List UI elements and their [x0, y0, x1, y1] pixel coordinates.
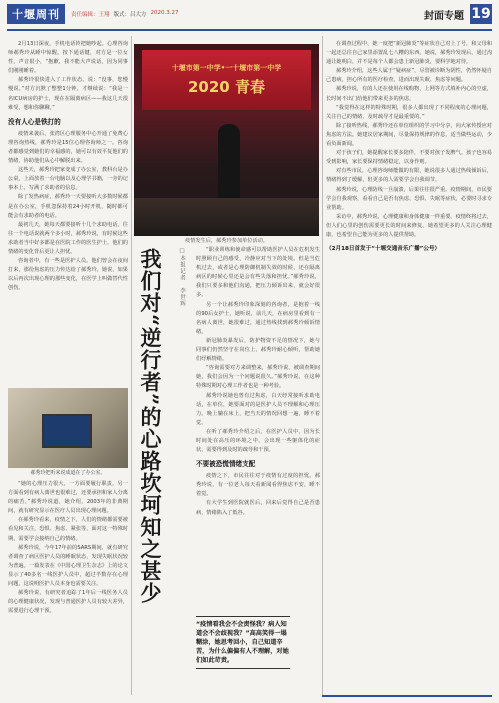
- paragraph: 郝秀玲说，有的人还在使用在线购物、上网等方式填补内心的空虚，长时间不出门给他们带来更多的焦虑。: [326, 86, 492, 102]
- paragraph: 这些天，郝秀玲把家变成了办公室，教科台是办公桌，上面放着一台电脑以及心理学书籍，一旁的记事本上，写满了求助者的信息。: [8, 167, 128, 192]
- headline-block: [139, 248, 179, 604]
- header-rule: [7, 29, 492, 31]
- paragraph: 疫情来袭后，张湾区心理服务中心开通了免费心理咨询热线，郝秀玲是15位心理咨询师之一。咨询者都感觉到她们的幸福感的，她可以有效平复他们的情绪，协助他们从心中解脱出来。: [8, 130, 128, 165]
- designer-credit: 版式：吕大方: [113, 12, 147, 18]
- banner-line-2: 2020 青春: [188, 78, 265, 96]
- footer-rule: [322, 695, 492, 697]
- paragraph: 在调查过程中，她一度把“新冠肺炎”等症状自己对上了号，和父母和一起还总往自己家里添置乱七八糟的东西。她说，郝秀玲发现后，通过沟通让她明白，并不是每个人都会患上新冠肺炎，要科学地对待。: [326, 41, 492, 66]
- banner-line-1: 十堰市第一中学•一十堰市第一中学: [171, 64, 282, 72]
- section-title: 封面专题: [424, 10, 464, 22]
- editor-credit: 责任编辑：王翔: [71, 12, 110, 18]
- page-header: [0, 0, 499, 28]
- paragraph: 郝秀玲介绍，这些人属于“疑病症”，尽管被诊断为阴性，仍然怀疑自己患病，担心所有的医疗检查，进而出现失眠、焦虑等问题。: [326, 68, 492, 84]
- header-left: [7, 5, 179, 23]
- paragraph: 对有些市民，心理咨询师能做的有限，她说很多人通过热线倾诉后，情绪得到了缓解，但更多的人需要学会自我调节。: [326, 168, 492, 184]
- office-photo-caption: 郝秀玲把听来说成道在了办公室。: [30, 470, 106, 476]
- paragraph: 新冠肺炎暴发后，防护物资不足的情况下，她与同事们仍然坚守在岗位上，郝秀玲耐心倾听，帮助她们纾解情绪。: [196, 337, 320, 363]
- column-divider: [131, 36, 132, 695]
- headline: 我们对“逆行者”的心路坎坷知之甚少: [138, 248, 163, 605]
- header-meta: [71, 10, 179, 18]
- byline: □本报记者 李世辉: [179, 248, 185, 307]
- paragraph: 最初几天，她每天都要接听十几个求助电话，往往一个电话说就两个多小时，郝秀玲说，有时候这些求助者当中好多都是在医院工作的医生护士，他们的情绪的变化背后更让人担忧。: [8, 221, 128, 255]
- subheading: 不要被恐慌情绪支配: [196, 460, 256, 469]
- paragraph: “咨询需要对方来调整来，郝秀玲说，被调查期间她，我们会因为一个问题说很久。”郝秀玲说，在这种特殊时期对心理工作者也是一种考验。: [196, 365, 320, 390]
- paragraph: “我觉得在这样的特殊时期，很多人都出现了不同程度的心理问题，关注自己的情绪，及时疏导才是最重要的。”: [326, 104, 492, 120]
- header-right: [424, 4, 492, 24]
- paragraph: 郝秀玲很快进入了工作状态。说：“没事，您慢慢说。”对方沉默了整整1分钟，才继续说：“我是一名ICU病房的护士，现在在隔离病区——我这几天很难受，想和你聊聊。”: [8, 77, 128, 111]
- article-column-3: [326, 40, 492, 680]
- paragraph: 除了发热病症，郝秀玲一天要接听大多数时候都是在办公室，手机忽保持着24小时开机，随时都可能会有求助者的电话。: [8, 194, 128, 219]
- source-note: （2月18日首发于“十堰交通音乐广播”公号）: [326, 246, 441, 253]
- article-column-2: [196, 246, 320, 614]
- paragraph: 采访中，郝秀玲说，心理健康和身体健康一样重要。疫情终将过去，但人们心里的创伤需要更长的时间来修复。她希望更多的人关注心理健康，也希望自己能为更多的人提供帮助。: [326, 213, 492, 238]
- office-photo: [8, 388, 128, 468]
- article-column-1b: [8, 480, 128, 695]
- paragraph: 疫情之下，市民往往对于疫情有过度的担忧。郝秀玲说，有一位老人每天看新闻看得焦虑不安，睡不着觉。: [196, 473, 320, 498]
- paragraph: 2月13日深夜，手机电话铃把她吵起。心理咨询师郝秀玲从睡中惊醒。按下通话键，对方是一位女性，声音很小，“抱歉，我不能大声说话，因为同事们刚刚睡着。: [8, 41, 128, 75]
- paragraph: 郝秀玲说，心理防线一旦崩溃，后果往往很严重。疫情期间，市民要学会自我观察，看看自己是否有焦虑、恐惧、失眠等症状，必要时寻求专业帮助。: [326, 186, 492, 211]
- pull-quote: “疫情看我会不会责怪我？病人知道会不会歧视我？”高高笑得一塌糊涂，她思考回小，自己知道辛苦，为什么偏偏有人不理解，对她们如此苛责。: [196, 616, 290, 669]
- paragraph: 在听了郝秀玲介绍之后，在医护人员中，因为长时间处在高压的环境之中，会出现一些躯体化的症状，需要得到及时的疏导和干预。: [196, 428, 320, 454]
- paragraph: 郝秀玲说，有研究者追踪了1年后一线医务人员的心理健康状况，发现与普通医护人员有较大差异，需要进行心理干预。: [8, 590, 128, 615]
- paragraph: 郝秀玲说，今年17年前的SARS期间，就有研究者调查了病区医护人员的睡眠状态，发现失眠状况较为普遍。一篇发表在《中国心理卫生杂志》上的论文显示了40多名一线医护人员中，超过半数存在心理问题，这说明医护人员本身也需要关注。: [8, 544, 128, 588]
- paragraph: 郝秀玲说她也曾有过焦虑，白天经常接听求助电话，在单位，她要面对的是医护人员不理解和心理压力。晚上躺在床上，把当天的情况回想一遍，睡不着觉。: [196, 392, 320, 426]
- paragraph: 有大学生到医院就医后，回来后觉得自己是否患病，情绪陷入了低谷。: [196, 500, 320, 516]
- issue-date: 2020.3.27: [150, 10, 179, 16]
- monitor-shape: [42, 414, 92, 448]
- newspaper-logo: 十堰周刊: [7, 4, 65, 24]
- paragraph: 另一个让郝秀玲印象深刻的咨询者，是抱着一线的90后女护士，她听说，前几天，在病房里看到有一名病人离世，她很难过，通过热线找到郝秀玲倾诉情绪。: [196, 301, 320, 335]
- article-column-1: [8, 40, 128, 384]
- paragraph: “她的心理压力很大，一方面要履行职责，另一方面看到有病人离世也很难过，还要承担和家人分离的痛苦。”郝秀玲说道，她介绍，2003年的非典期间，就有研究显示在医疗人员出现心理问题。: [8, 481, 128, 515]
- paragraph: 在郝秀玲看来，疫情之下，人们的情绪都需要被看见和关注，恐惧、焦虑、紧张等，面对这一特殊时期，需要学会接纳自己的情绪。: [8, 517, 128, 542]
- subheading: 没有人心是铁打的: [8, 117, 61, 126]
- stage-banner: [142, 50, 311, 110]
- event-photo: [134, 44, 319, 236]
- paragraph: 咨询者中，有一些是医护人员。他们曾会在夜间打来，那份焦虑的压力传达给了郝秀玲，她说，如果以后再次出现心理的那些变化，在医学上叫做替代性创伤。: [8, 258, 128, 292]
- event-photo-caption: 疫情发生后，郝秀玲参加单位活动。: [184, 238, 268, 244]
- paragraph: 对于孩子们，她提醒家长要多陪伴，不要对孩子发脾气。孩子也容易受到影响，家长要保持情绪稳定，以身作则。: [326, 150, 492, 166]
- page-number: 19: [471, 6, 491, 22]
- paragraph: “职业训练和使命感可以帮助医护人员在危机发生时照顾自己的感受，冷静应对当下的处境。但是当危机过去，或者是心理防御机制失效的时候，还在隔离病区的时候心里还是会有些失落和担忧。”郝秀玲说，我们只要多和他们沟通，把压力倾诉出来，就会好很多。: [196, 247, 320, 299]
- column-divider: [322, 36, 323, 695]
- paragraph: 除了接听热线，郝秀玲还在单位组织的学习中分享，向大家传授应对焦虑的方法。她建议居家期间，尽量保持规律的作息，适当做些运动，少看负面新闻。: [326, 122, 492, 148]
- audience-silhouette: [134, 198, 319, 236]
